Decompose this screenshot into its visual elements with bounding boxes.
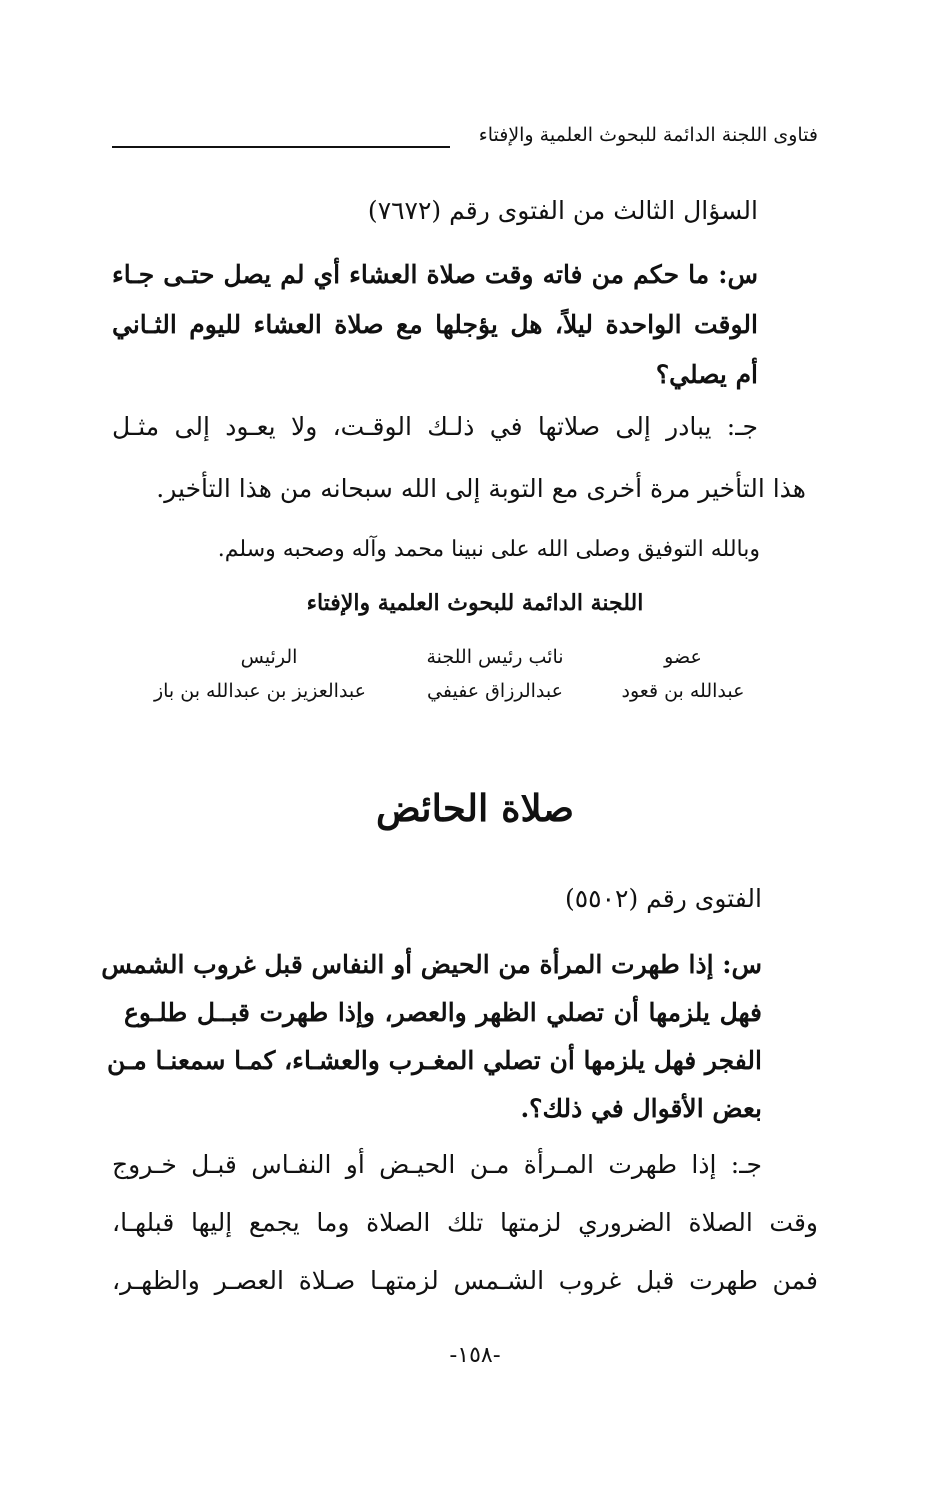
question-line: فهل يلزمها أن تصلي الظهر والعصر، وإذا طهرت قبــل طلـوع: [124, 998, 762, 1027]
question-line: أم يصلي؟: [655, 360, 758, 389]
signatory-role: عضو: [664, 646, 702, 668]
fatwa-2-answer: [112, 1150, 818, 1310]
fatwa-1-answer: [112, 412, 806, 512]
answer-line: جـ: يبادر إلى صلاتها في ذلـك الوقـت، ولا يعـود إلى مثـل: [112, 412, 758, 441]
fatwa-1-question: [112, 260, 758, 400]
question-line: الفجر فهل يلزمها أن تصلي المغـرب والعشـاء، كمـا سمعنـا مـن: [107, 1046, 762, 1075]
answer-line: فمن طهرت قبل غروب الشـمس لزمتهـا صـلاة العصـر والظهـر،: [112, 1266, 818, 1295]
signatory-member: [608, 646, 758, 702]
section-title: صلاة الحائض: [375, 786, 575, 830]
running-header: [112, 124, 818, 158]
question-line: س: ما حكم من فاته وقت صلاة العشاء أي لم يصل حتـى جـاء: [112, 260, 758, 289]
signatory-president: [150, 646, 370, 702]
fatwa-1-heading: السؤال الثالث من الفتوى رقم (٧٦٧٢): [367, 196, 758, 225]
signatory-name: عبدالعزيز بن عبدالله بن باز: [153, 680, 367, 702]
answer-line: وقت الصلاة الضروري لزمتها تلك الصلاة وما يجمع إليها قبلهـا،: [112, 1208, 818, 1237]
running-title: فتاوى اللجنة الدائمة للبحوث العلمية والإفتاء: [478, 124, 818, 146]
header-rule: [112, 146, 450, 148]
fatwa-2-heading: الفتوى رقم (٥٥٠٢): [564, 884, 762, 913]
fatwa-2-question: [101, 950, 762, 1140]
answer-line: جـ: إذا طهرت المـرأة مـن الحيـض أو النفـاس قبـل خـروج: [112, 1150, 762, 1179]
signatory-name: عبدالرزاق عفيفي: [427, 680, 563, 702]
signatory-role: نائب رئيس اللجنة: [426, 646, 564, 668]
signatory-name: عبدالله بن قعود: [621, 680, 745, 702]
signatory-role: الرئيس: [240, 646, 298, 668]
page-number: -١٥٨-: [449, 1343, 501, 1368]
committee-name: اللجنة الدائمة للبحوث العلمية والإفتاء: [306, 590, 644, 616]
answer-line: هذا التأخير مرة أخرى مع التوبة إلى الله سبحانه من هذا التأخير.: [156, 474, 806, 503]
question-line: الوقت الواحدة ليلاً، هل يؤجلها مع صلاة العشاء لليوم الثـاني: [112, 310, 758, 339]
signatory-vice-president: [410, 646, 580, 702]
question-line: بعض الأقوال في ذلك؟.: [520, 1094, 762, 1123]
fatwa-1-closing: وبالله التوفيق وصلى الله على نبينا محمد وآله وصحبه وسلم.: [217, 537, 760, 562]
question-line: س: إذا طهرت المرأة من الحيض أو النفاس قبل غروب الشمس: [101, 950, 762, 979]
